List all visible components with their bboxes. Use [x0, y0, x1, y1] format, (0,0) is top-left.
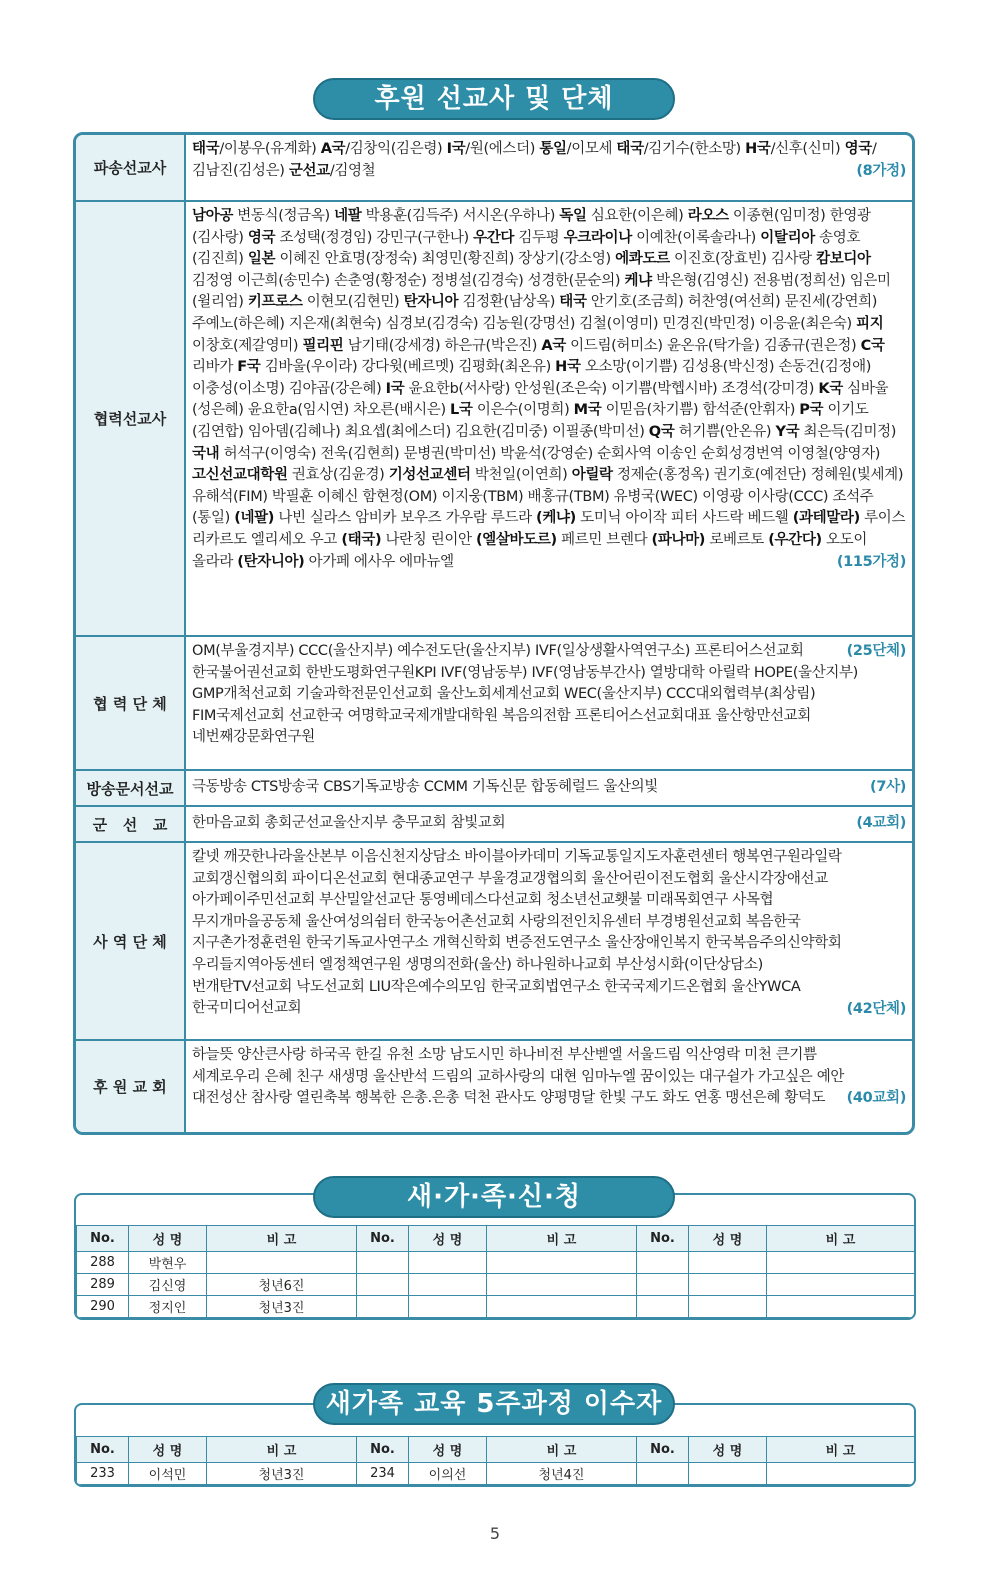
column-header: 성 명: [409, 1437, 487, 1463]
row-text: 극동방송 CTS방송국 CBS기독교방송 CCMM 기독신문 합동헤럴드 울산의빛: [192, 779, 658, 795]
region-name: A국: [320, 141, 346, 157]
row-text: 칼넷 깨끗한나라울산본부 이음신천지상담소 바이블아카데미 기독교통일지도자훈련센터 행복연구원라일락 교회갱신협의회 파이디온선교회 현대종교연구 부울경교갱협의회 울산어린이전도협회 울산시각장애선교 아가페이주민선교회 부산밀알선교단 통영베데스다선교회 청소년선교횃불 미래목회연구 사목협 무지개마을공동체 울산여성의쉼터 한국농어촌선교회 사랑의전인치유센터 부경병원선교회 복음한국 지구촌가정훈련원 한국기독교사연구소 개혁신학회 변증전도연구소 울산장애인복지 한국복음주의신약학회 우리들지역아동센터 엘정책연구원 생명의전화(울산) 하나원하나교회 부산성시화(이단상담소) 번개탄TV선교회 낙도선교회 LIU작은예수의모임 한국교회법연구소 한국국제기드온협회 울산YWCA 한국미디어선교회: [192, 849, 842, 1017]
column-header: 성 명: [409, 1226, 487, 1252]
column-header: No.: [637, 1437, 689, 1463]
row-content: [186, 807, 912, 841]
region-name: 우크라이나: [563, 229, 632, 246]
member-names: 허석구(이영숙) 전욱(김현희) 문병권(박미선) 박윤석(강영순) 순회사역 이송인 순회성경번역 이영철(양영자): [219, 445, 881, 462]
region-name: 탄자니아: [403, 294, 459, 311]
table-cell: [487, 1296, 637, 1318]
row-sponsor-churches: [76, 1041, 912, 1132]
table-cell: [637, 1252, 689, 1274]
column-header: 비 고: [767, 1226, 915, 1252]
row-cooperating-orgs: [76, 637, 912, 771]
table-cell: 이의선: [409, 1463, 487, 1485]
region-name: 통일: [539, 141, 567, 157]
member-names: 이혜진 안효명(장정숙) 최영민(황진희) 장상기(강소영): [275, 251, 616, 268]
region-name: H국: [745, 141, 771, 157]
table-row: [77, 1296, 915, 1318]
region-name: 태국: [616, 141, 644, 157]
region-name: 군선교: [288, 162, 330, 179]
member-names: 나란칭 린이안: [381, 531, 476, 548]
region-name: (케냐): [536, 510, 576, 527]
column-header: No.: [77, 1226, 129, 1252]
region-name: 영국: [844, 141, 872, 157]
region-name: 우간다: [473, 229, 515, 246]
member-names: 김바울(우이라) 강다윗(베르멧) 김평화(최온유): [260, 359, 556, 376]
table-body: [77, 1252, 915, 1318]
column-header: 비 고: [767, 1437, 915, 1463]
region-name: 영국: [247, 229, 276, 246]
table-cell: [689, 1252, 767, 1274]
region-name: (태국): [341, 531, 382, 548]
region-name: 일본: [247, 251, 276, 268]
member-names: /이봉우(유계화): [219, 141, 321, 157]
region-name: 라오스: [687, 208, 729, 224]
member-names: /김남진(김성은): [192, 141, 877, 179]
section-title-sponsors: 후원 선교사 및 단체: [313, 78, 675, 120]
row-count: (42단체): [846, 1001, 906, 1017]
table-cell: 김신영: [129, 1274, 207, 1296]
member-names: 허기쁨(안온유): [674, 423, 776, 440]
region-name: Q국: [648, 423, 675, 440]
table-cell: [767, 1252, 915, 1274]
member-names: 안기호(조금희) 허찬영(여선희) 문진세(강연희) 주예노(하은혜) 지은재(최현숙) 심경보(김경숙) 김농원(강명선) 김철(이영미) 민경진(박민정) 이응윤(최은숙): [192, 294, 878, 332]
table-cell: 청년3진: [207, 1463, 357, 1485]
member-names: 이현모(김현민): [302, 294, 404, 311]
row-count: (4교회): [856, 815, 906, 831]
region-name: H국: [555, 359, 581, 376]
region-name: 남아공: [192, 208, 233, 224]
member-names: 이진호(장효빈) 김사랑: [669, 251, 817, 268]
column-header: No.: [357, 1226, 409, 1252]
section-title-new-family: 새·가·족·신·청: [313, 1176, 675, 1218]
row-military: [76, 807, 912, 843]
member-names: /원(에스더): [465, 141, 540, 157]
row-count: (8가정): [856, 162, 906, 179]
member-names: 이기도(김연합) 임아뎀(김혜나) 최요셉(최에스더) 김요한(김미중) 이필종(박미선): [192, 402, 869, 440]
column-header: No.: [637, 1226, 689, 1252]
table-cell: [357, 1296, 409, 1318]
member-names: 조성택(정경임) 강민구(구한나): [275, 229, 474, 246]
member-names: 박은형(김영신) 전용범(정희선) 임은미(윌리엄): [192, 272, 891, 311]
column-header: 비 고: [487, 1437, 637, 1463]
member-names: 아가페 에사우 에마뉴엘: [304, 553, 454, 570]
table-row: [77, 1274, 915, 1296]
table-cell: 청년6진: [207, 1274, 357, 1296]
table-cell: [689, 1274, 767, 1296]
table-cell: 박현우: [129, 1252, 207, 1274]
row-content: [186, 843, 912, 1039]
member-names: 남기태(강세경) 하은규(박은진): [343, 337, 542, 354]
row-text: 한마음교회 총회군선교울산지부 충무교회 참빛교회: [192, 815, 506, 831]
region-name: Y국: [775, 423, 800, 440]
column-header: 성 명: [129, 1437, 207, 1463]
table-cell: [487, 1274, 637, 1296]
table-cell: [487, 1252, 637, 1274]
table-header-row: [77, 1437, 915, 1463]
region-name: (네팔): [234, 510, 275, 527]
region-name: 국내: [192, 445, 220, 462]
member-names: 페르민 브렌다: [556, 531, 652, 548]
member-names: 심바울(성은혜) 윤요한a(임시연) 차오른(배시은): [192, 380, 889, 419]
row-content: [186, 1041, 912, 1132]
member-names: 김정환(남상옥): [458, 294, 560, 311]
region-name: 태국: [192, 141, 220, 157]
member-names: 박용훈(김득주) 서시온(우하나): [361, 208, 560, 224]
row-count: (25단체): [846, 643, 906, 659]
member-names: 송영호(김진희): [192, 229, 861, 268]
region-name: K국: [818, 380, 843, 397]
member-names: 오도이 올라라: [192, 531, 867, 570]
column-header: 비 고: [487, 1226, 637, 1252]
table-cell: [409, 1296, 487, 1318]
member-names: 로베르토: [705, 531, 769, 548]
member-names: 김정영 이근희(송민수) 손춘영(황정순) 정병설(김경숙) 성경한(문순의): [192, 272, 625, 289]
member-names: 이은수(이명희): [472, 402, 574, 419]
row-content: [186, 771, 912, 805]
table-body: [77, 1463, 915, 1485]
row-text: OM(부울경지부) CCC(울산지부) 예수전도단(울산지부) IVF(일상생활사역연구소) 프론티어스선교회 한국불어권선교회 한반도평화연구원KPI IVF(영남동부) IVF(영남동부간사) 열방대학 아릴락 HOPE(울산지부) GMP개척선교회 기술과학전문인선교회 울산노회세계선교회 WEC(울산지부) CCC대외협력부(최상림) FIM국제선교회 선교한국 여명학교국제개발대학원 복음의전함 프론티어스선교회대표 울산항만선교회 네번째강문화연구원: [192, 643, 858, 746]
region-name: (우간다): [768, 531, 822, 548]
table-cell: 289: [77, 1274, 129, 1296]
member-names: /김기수(한소망): [643, 141, 746, 157]
region-name: M국: [573, 402, 602, 419]
table-cell: [767, 1296, 915, 1318]
region-name: F국: [237, 359, 261, 376]
member-names: 오소망(이기쁨) 김성용(박신정) 손동건(김정애) 이충성(이소명) 김야곱(강은혜): [192, 359, 872, 397]
member-names: 윤요한b(서사랑) 안성원(조은숙) 이기쁨(박헵시바) 조경석(강미경): [404, 380, 819, 397]
table-cell: [357, 1252, 409, 1274]
region-name: L국: [450, 402, 473, 419]
member-names: 정제순(홍정옥) 권기호(예전단) 정혜원(빛세계) 유해석(FIM) 박필훈 이혜신 함현정(OM) 이지웅(TBM) 배홍규(TBM) 유병국(WEC) 이영광 이사랑(CCC) 조석주(통일): [192, 467, 904, 527]
row-content: [186, 202, 912, 635]
member-names: /김영철: [329, 162, 376, 179]
region-name: P국: [799, 402, 824, 419]
row-cooperating-missionaries: [76, 202, 912, 637]
region-name: 네팔: [334, 208, 362, 224]
column-header: 성 명: [129, 1226, 207, 1252]
member-names: 이드림(허미소) 윤온유(탁가을) 김종규(권은정): [565, 337, 861, 354]
region-name: C국: [860, 337, 885, 354]
row-ministry-orgs: [76, 843, 912, 1041]
member-names: 변동식(정금옥): [232, 208, 335, 224]
region-name: 독일: [559, 208, 587, 224]
table-cell: [637, 1274, 689, 1296]
member-names: /김창익(김은령): [345, 141, 447, 157]
row-label: 협 력 단 체: [76, 637, 186, 769]
region-name: 피지: [856, 315, 884, 332]
member-names: 이예찬(이록솔라나): [631, 229, 761, 246]
member-names: 심요한(이은혜): [586, 208, 688, 224]
row-count: (7사): [870, 779, 906, 795]
member-names: /이모세: [566, 141, 617, 157]
region-name: I국: [385, 380, 405, 397]
table-cell: 청년3진: [207, 1296, 357, 1318]
row-label: 군 선 교: [76, 807, 186, 841]
table-cell: 청년4진: [487, 1463, 637, 1485]
region-name: 이탈리아: [760, 229, 815, 246]
table-cell: [767, 1463, 915, 1485]
table-cell: 정지인: [129, 1296, 207, 1318]
table-header-row: [77, 1226, 915, 1252]
region-name: 에콰도르: [615, 251, 670, 268]
region-name: 고신선교대학원: [192, 467, 288, 484]
table-cell: 233: [77, 1463, 129, 1485]
region-name: 캄보디아: [816, 251, 871, 268]
region-name: (엘살바도르): [475, 531, 557, 548]
member-names: 이믿음(차기쁨) 함석준(안휘자): [601, 402, 800, 419]
region-name: 기성선교센터: [388, 467, 471, 484]
member-names: 최은득(김미정): [799, 423, 897, 440]
region-name: A국: [541, 337, 566, 354]
row-label: 후 원 교 회: [76, 1041, 186, 1132]
member-names: 루이스 리카르도 엘리세오 우고: [192, 510, 906, 548]
table-cell: [409, 1252, 487, 1274]
row-content: [186, 637, 912, 769]
table-cell: 234: [357, 1463, 409, 1485]
member-names: 도미닉 아이작 피터 사드락 베드웰: [575, 510, 793, 527]
column-header: 성 명: [689, 1226, 767, 1252]
table-cell: [767, 1274, 915, 1296]
table-cell: [637, 1296, 689, 1318]
table-cell: [637, 1463, 689, 1485]
region-name: I국: [446, 141, 466, 157]
table-row: [77, 1252, 915, 1274]
section-title-education: 새가족 교육 5주과정 이수자: [313, 1383, 675, 1425]
table-cell: [409, 1274, 487, 1296]
row-text: 하늘뜻 양산큰사랑 하국곡 한길 유천 소망 남도시민 하나비전 부산벧엘 서울드림 익산영락 미천 큰기쁨 세계로우리 은혜 친구 새생명 울산반석 드림의 교하사랑의 대현 임마누엘 꿈이있는 대구쉴가 가고싶은 예안 대전성산 참사랑 열린축복 행복한 은총.은총 덕천 관사도 양평명달 한빛 구도 화도 연홍 맹선은혜 황덕도: [192, 1047, 845, 1107]
column-header: No.: [357, 1437, 409, 1463]
region-name: (과테말라): [792, 510, 860, 527]
member-names: 박천일(이연희): [470, 467, 572, 484]
table-row: [77, 1463, 915, 1485]
member-names: /신후(신미): [770, 141, 845, 157]
column-header: 비 고: [207, 1226, 357, 1252]
row-count: (40교회): [846, 1090, 906, 1106]
member-names: 권효상(김윤경): [287, 467, 389, 484]
member-names: 이종현(임미정) 한영광(김사랑): [192, 208, 871, 246]
region-name: 케냐: [624, 272, 652, 289]
table-cell: [689, 1463, 767, 1485]
table-cell: 288: [77, 1252, 129, 1274]
row-label: 협력선교사: [76, 202, 186, 635]
column-header: 성 명: [689, 1437, 767, 1463]
row-label: 사 역 단 체: [76, 843, 186, 1039]
column-header: No.: [77, 1437, 129, 1463]
row-count: (115가정): [836, 553, 906, 570]
sponsor-table: [73, 132, 915, 1135]
region-name: (탄자니아): [237, 553, 305, 570]
region-name: 키프로스: [247, 294, 303, 311]
member-names: 김두평: [514, 229, 564, 246]
row-dispatched-missionaries: [76, 135, 912, 202]
region-name: (파나마): [651, 531, 706, 548]
row-content: [186, 135, 912, 200]
member-names: 리바가: [192, 359, 238, 376]
table-cell: [689, 1296, 767, 1318]
row-label: 방송문서선교: [76, 771, 186, 805]
row-broadcast: [76, 771, 912, 807]
table-cell: [357, 1274, 409, 1296]
region-name: 태국: [559, 294, 587, 311]
region-name: 필리핀: [302, 337, 344, 354]
column-header: 비 고: [207, 1437, 357, 1463]
region-name: 아릴락: [571, 467, 613, 484]
table-cell: 290: [77, 1296, 129, 1318]
row-label: 파송선교사: [76, 135, 186, 200]
page-number: 5: [489, 1524, 501, 1543]
member-names: 이창호(제갈영미): [192, 337, 303, 354]
table-cell: [207, 1252, 357, 1274]
table-cell: 이석민: [129, 1463, 207, 1485]
member-names: 나빈 실라스 암비카 보우즈 가우람 루드라: [274, 510, 537, 527]
